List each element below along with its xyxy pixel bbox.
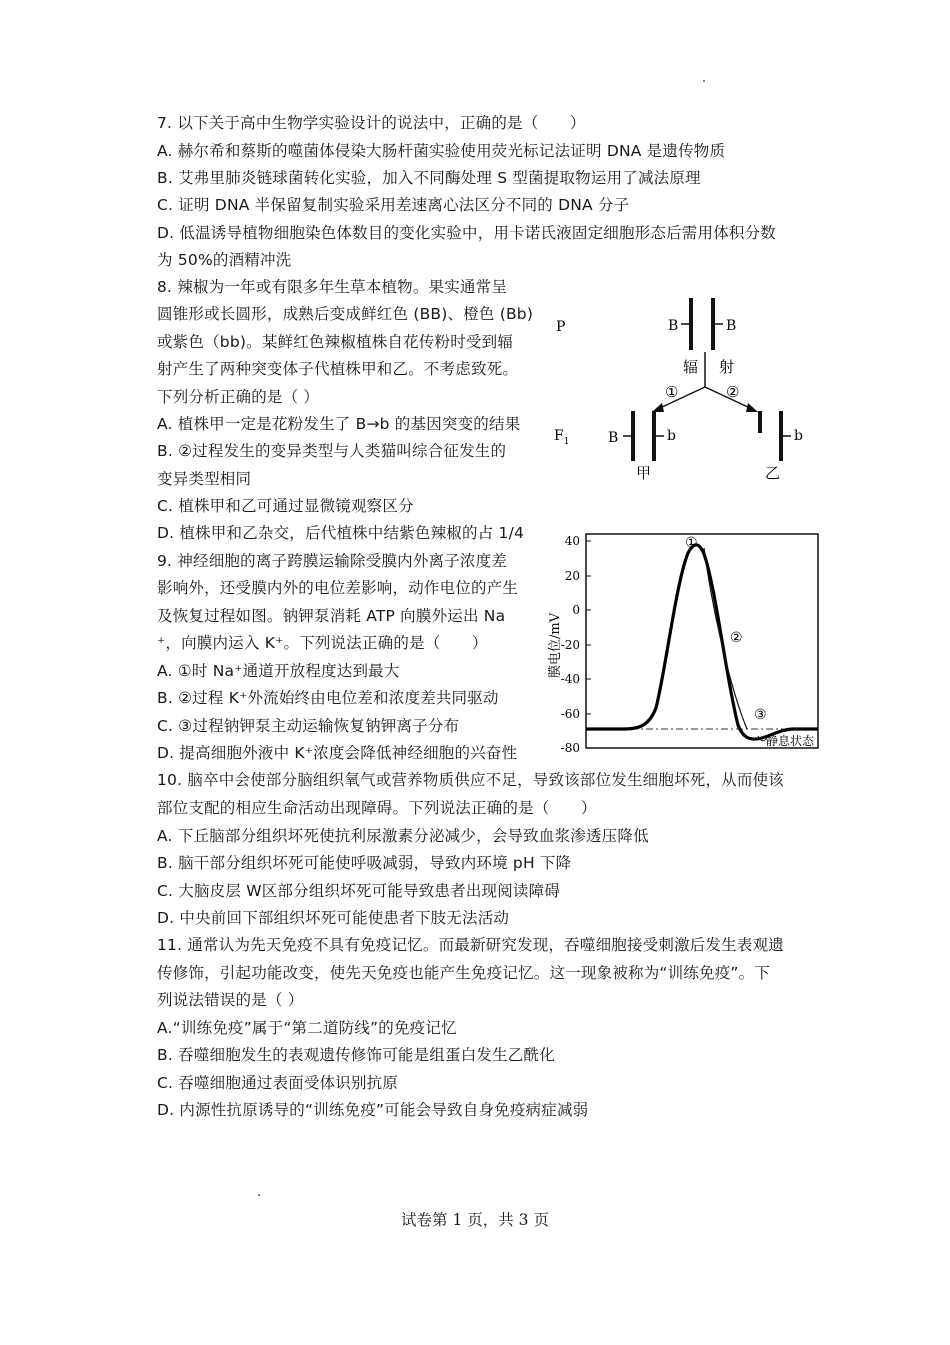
plot-frame: [586, 534, 818, 748]
child-jia-label: 甲: [636, 464, 652, 482]
q9-option-a: A. ①时 Na⁺通道开放程度达到最大: [157, 662, 400, 680]
radiation-label-2: 射: [719, 358, 735, 376]
q11-option-a: A.“训练免疫”属于“第二道防线”的免疫记忆: [157, 1019, 457, 1037]
q7-option-d-line2: 为 50%的酒精冲洗: [157, 251, 292, 269]
y-tick: -40: [560, 672, 580, 686]
jia-allele-right: b: [667, 428, 676, 444]
q10-stem-2: 部位支配的相应生命活动出现障碍。下列说法正确的是（ ）: [157, 799, 597, 817]
y-tick: -20: [560, 638, 580, 652]
arrowhead-right: [746, 403, 758, 412]
q7-option-a: A. 赫尔希和蔡斯的噬菌体侵染大肠杆菌实验使用荧光标记法证明 DNA 是遗传物质: [157, 142, 726, 160]
yi-chromosome-left: [758, 411, 762, 433]
jia-chromosome-left: [631, 411, 635, 461]
p-label: P: [556, 319, 566, 335]
q7-option-c: C. 证明 DNA 半保留复制实验采用差速离心法区分不同的 DNA 分子: [157, 196, 630, 214]
repolarization-marker-2: ②: [730, 630, 743, 646]
q11-stem-1: 11. 通常认为先天免疫不具有免疫记忆。而最新研究发现，吞噬细胞接受刺激后发生表观遗: [157, 936, 784, 954]
y-axis-label: 膜电位/mV: [548, 612, 563, 678]
scan-dot: [258, 1194, 260, 1196]
chromosome-diagram: [548, 290, 818, 490]
q9-option-c: C. ③过程钠钾泵主动运输恢复钠钾离子分布: [157, 717, 460, 735]
arrowhead-left: [652, 403, 664, 412]
q8-option-a: A. 植株甲一定是花粉发生了 B→b 的基因突变的结果: [157, 415, 521, 433]
q8-stem-4: 射产生了两种突变体子代植株甲和乙。不考虑致死。: [157, 360, 519, 378]
action-potential-curve: [586, 545, 818, 739]
q9-stem-2: 影响外，还受膜内外的电位差影响，动作电位的产生: [157, 579, 519, 597]
q9-option-d: D. 提高细胞外液中 K⁺浓度会降低神经细胞的兴奋性: [157, 744, 518, 762]
yi-allele-right: b: [794, 428, 803, 444]
q8-stem-3: 或紫色（bb)。某鲜红色辣椒植株自花传粉时受到辐: [157, 333, 514, 351]
action-potential-graph: [540, 528, 822, 758]
q9-option-b: B. ②过程 K⁺外流始终由电位差和浓度差共同驱动: [157, 689, 499, 707]
jia-chromosome-right: [652, 411, 656, 461]
branch-label-2: ②: [726, 383, 740, 401]
peak-marker-1: ①: [685, 535, 698, 551]
parent-allele-right: B: [726, 318, 737, 334]
q11-option-b: B. 吞噬细胞发生的表观遗传修饰可能是组蛋白发生乙酰化: [157, 1046, 555, 1064]
q10-option-d: D. 中央前回下部组织坏死可能使患者下肢无法活动: [157, 909, 510, 927]
q10-option-c: C. 大脑皮层 W区部分组织坏死可能导致患者出现阅读障碍: [157, 882, 561, 900]
yi-chromosome-right: [779, 411, 783, 461]
q7-stem: 7. 以下关于高中生物学实验设计的说法中，正确的是（ ）: [157, 114, 586, 132]
resting-state-label: 静息状态: [766, 734, 815, 748]
q8-stem-2: 圆锥形或长圆形，成熟后变成鲜红色 (BB)、橙色 (Bb): [157, 305, 534, 323]
y-tick: 20: [564, 569, 580, 583]
q8-option-b-line2: 变异类型相同: [157, 470, 252, 488]
q10-option-a: A. 下丘脑部分组织坏死使抗利尿激素分泌减少，会导致血浆渗透压降低: [157, 827, 649, 845]
parent-chromosome-right: [711, 298, 715, 350]
q9-stem-1: 9. 神经细胞的离子跨膜运输除受膜内外离子浓度差: [157, 552, 508, 570]
parent-allele-left: B: [668, 318, 679, 334]
y-tick: 40: [564, 534, 580, 548]
f1-label: $F_1$: [554, 428, 570, 447]
radiation-label-1: 辐: [683, 358, 699, 376]
parent-chromosome-left: [689, 298, 693, 350]
q7-option-d-line1: D. 低温诱导植物细胞染色体数目的变化实验中，用卡诺氏液固定细胞形态后需用体积分数: [157, 224, 776, 242]
q11-option-d: D. 内源性抗原诱导的“训练免疫”可能会导致自身免疫病症减弱: [157, 1101, 589, 1119]
q8-stem-1: 8. 辣椒为一年或有限多年生草本植物。果实通常呈: [157, 278, 508, 296]
hyperpolarization-marker-3: ③: [754, 707, 767, 723]
q10-option-b: B. 脑干部分组织坏死可能使呼吸减弱，导致内环境 pH 下降: [157, 854, 572, 872]
branch-label-1: ①: [665, 383, 679, 401]
q11-stem-2: 传修饰，引起功能改变，使先天免疫也能产生免疫记忆。这一现象被称为“训练免疫”。下: [157, 964, 771, 982]
q8-stem-5: 下列分析正确的是（ ）: [157, 388, 320, 406]
q7-option-b: B. 艾弗里肺炎链球菌转化实验，加入不同酶处理 S 型菌提取物运用了减法原理: [157, 169, 701, 187]
page-footer: 试卷第 1 页，共 3 页: [401, 1211, 549, 1229]
jia-allele-left: B: [608, 430, 619, 446]
scan-dot: [703, 80, 705, 82]
q8-option-b-line1: B. ②过程发生的变异类型与人类猫叫综合征发生的: [157, 442, 507, 460]
child-yi-label: 乙: [765, 464, 781, 482]
q11-stem-3: 列说法错误的是（ ）: [157, 991, 304, 1009]
q9-stem-3: 及恢复过程如图。钠钾泵消耗 ATP 向膜外运出 Na: [157, 607, 506, 625]
q8-option-d: D. 植株甲和乙杂交，后代植株中结紫色辣椒的占 1/4: [157, 524, 525, 542]
q9-stem-4: ⁺，向膜内运入 K⁺。下列说法正确的是（ ）: [157, 634, 488, 652]
q10-stem-1: 10. 脑卒中会使部分脑组织氧气或营养物质供应不足，导致该部位发生细胞坏死，从而使该: [157, 771, 784, 789]
y-tick: -60: [560, 707, 580, 721]
q11-option-c: C. 吞噬细胞通过表面受体识别抗原: [157, 1074, 399, 1092]
y-tick: -80: [560, 741, 580, 755]
y-tick: 0: [572, 603, 580, 617]
q8-option-c: C. 植株甲和乙可通过显微镜观察区分: [157, 497, 414, 515]
